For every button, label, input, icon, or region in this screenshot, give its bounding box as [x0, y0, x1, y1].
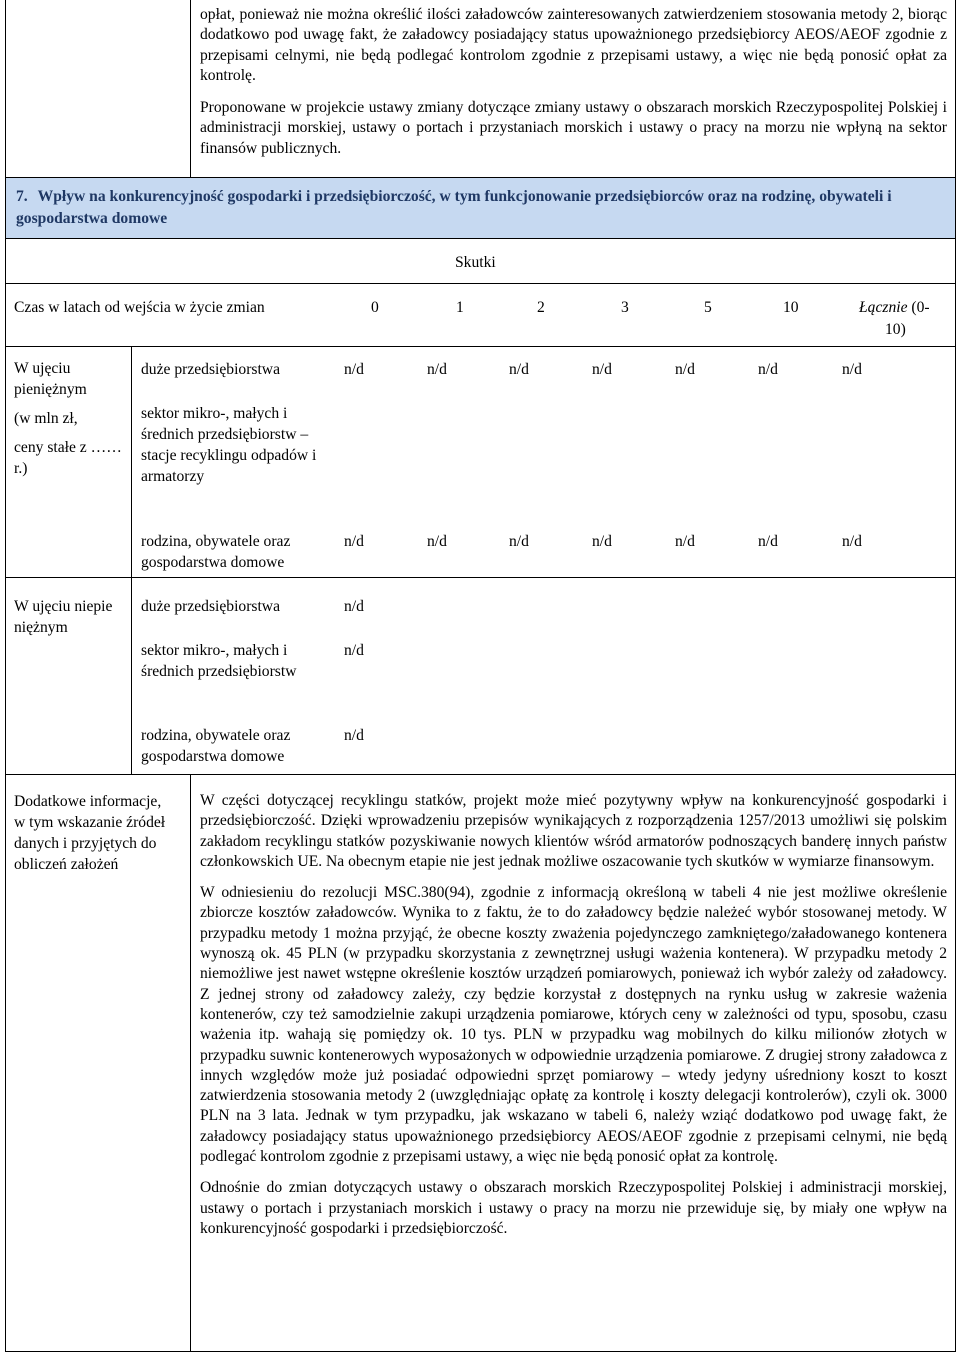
nonmonetary-label: W ujęciu niepieniężnym — [14, 598, 113, 636]
top-para-1: opłat, ponieważ nie można określić ilości załadowców zainteresowanych zatwierdzeniem stosowania metody 2, biorąc dodatkowo pod uwagę fakt, że załadowcy posiadający status upoważnionego przedsiębiorcy AEOS/AEOF zgodnie z przepisami celnymi, nie będą podlegać kontrolom zgodnie z przepisami ustawy, a więc nie będą ponosić opłat za kontrolę. — [200, 6, 947, 84]
year-3: 3 — [621, 299, 629, 316]
row-label-households: rodzina, obywatele oraz gospodarstwa domowe — [141, 727, 291, 765]
cell-nd: n/d — [675, 361, 695, 378]
total-range-b: 10) — [885, 321, 906, 338]
skutki-label: Skutki — [455, 254, 496, 271]
cell-nd: n/d — [344, 598, 364, 615]
row-label-sme: sektor mikro-, małych i średnich przedsiębiorstw – stacje recyklingu odpadów i armatorzy — [141, 405, 317, 485]
additional-info-text-cell — [190, 774, 956, 1352]
monetary-label-cell — [5, 346, 132, 578]
section-number: 7. — [16, 188, 28, 205]
cell-nd: n/d — [842, 533, 862, 550]
top-section-left-cell — [5, 0, 191, 178]
nonmonetary-label-cell — [5, 577, 132, 775]
cell-nd: n/d — [592, 533, 612, 550]
year-2: 2 — [537, 299, 545, 316]
cell-nd: n/d — [427, 533, 447, 550]
monetary-rows-cell — [131, 346, 956, 578]
cell-nd: n/d — [758, 533, 778, 550]
additional-info-label-cell — [5, 774, 191, 1352]
cell-nd: n/d — [344, 533, 364, 550]
skutki-row — [5, 238, 956, 284]
cell-nd: n/d — [344, 361, 364, 378]
top-section-cell — [190, 0, 956, 178]
cell-nd: n/d — [592, 361, 612, 378]
row-label-large: duże przedsiębiorstwa — [141, 598, 280, 615]
time-label: Czas w latach od wejścia w życie zmian — [14, 299, 265, 316]
total-label — [859, 297, 930, 318]
cell-nd: n/d — [842, 361, 862, 378]
row-label-sme: sektor mikro-, małych i średnich przedsiębiorstw — [141, 642, 297, 680]
cell-nd: n/d — [427, 361, 447, 378]
time-header-row — [5, 283, 956, 347]
year-5: 5 — [704, 299, 712, 316]
monetary-prices: ceny stałe z …… r.) — [14, 439, 122, 477]
cell-nd: n/d — [675, 533, 695, 550]
section-title: Wpływ na konkurencyjność gospodarki i przedsiębiorczość, w tym funkcjonowanie przedsiębiorców oraz na rodzinę, obywateli i gospodarstwa domowe — [16, 188, 892, 227]
section-7-header — [5, 177, 956, 239]
nonmonetary-rows-cell — [131, 577, 956, 775]
year-1: 1 — [456, 299, 464, 316]
total-label-text: Łącznie — [859, 299, 908, 316]
year-0: 0 — [371, 299, 379, 316]
cell-nd: n/d — [344, 642, 364, 659]
additional-para-1: W części dotyczącej recyklingu statków, projekt może mieć pozytywny wpływ na konkurencyjność gospodarki i przedsiębiorczość. Dzięki wprowadzeniu przepisów wynikających z rozporządzenia 1257/2013 umożliwi się polskim zakładom recyklingu statków pozyskiwanie nowych klientów wśród armatorów podnoszących banderę innych państw członkowskich UE. Na obecnym etapie nie jest jednak możliwe oszacowanie tych skutków w wymiarze finansowym. — [200, 792, 947, 870]
additional-para-3: Odnośnie do zmian dotyczących ustawy o obszarach morskich Rzeczypospolitej Polskiej i administracji morskiej, ustawy o portach i przystaniach morskich i ustawy o pracy na morzu nie przewiduje się, by miały one wpływ na konkurencyjność gospodarki i przedsiębiorczość. — [200, 1179, 947, 1237]
monetary-unit: (w mln zł, — [14, 410, 78, 427]
year-10: 10 — [783, 299, 799, 316]
monetary-label: W ujęciu pieniężnym — [14, 360, 87, 398]
cell-nd: n/d — [509, 533, 529, 550]
row-label-households: rodzina, obywatele oraz gospodarstwa domowe — [141, 533, 291, 571]
cell-nd: n/d — [344, 727, 364, 744]
total-range-a: (0- — [911, 299, 930, 316]
additional-info-label: Dodatkowe informacje, w tym wskazanie źródeł danych i przyjętych do obliczeń założeń — [14, 793, 166, 873]
cell-nd: n/d — [509, 361, 529, 378]
row-label-large: duże przedsiębiorstwa — [141, 361, 280, 378]
top-para-2: Proponowane w projekcie ustawy zmiany dotyczące zmiany ustawy o obszarach morskich Rzeczypospolitej Polskiej i administracji morskiej, ustawy o portach i przystaniach morskich i ustawy o pracy na morzu nie wpłyną na sektor finansów publicznych. — [200, 99, 947, 157]
additional-para-2: W odniesieniu do rezolucji MSC.380(94), zgodnie z informacją określoną w tabeli 4 nie jest możliwe określenie zbiorcze kosztów załadowców. Wynika to z faktu, że to do załadowcy będzie należeć wybór stosowanej metody. W przypadku metody 1 można przyjąć, że obecne koszty zważenia pojedynczego zamkniętego/załadowanego kontenera wynoszą ok. 45 PLN (w przypadku skorzystania z zewnętrznej usługi ważenia kontenera). W przypadku metody 2 niemożliwe jest nawet wstępne określenie kosztów urządzeń pomiarowych, ponieważ ich wybór zależy od załadowcy. Z jednej strony od załadowcy zależy, czy będzie korzystał z dostępnych na rynku usług w zakresie ważenia kontenerów, czy też samodzielnie zakupi urządzenia pomiarowe, których ceny w zależności od typu, sposobu, czasu ważenia itp. wahają się pomiędzy ok. 10 tys. PLN w przypadku wag mobilnych do kilku milionów złotych w przypadku suwnic kontenerowych wyposażonych w odpowiednie urządzenia pomiarowe. Z drugiej strony załadowca z innych względów może już posiadać odpowiedni sprzęt pomiarowy – wtedy jedyny uśredniony koszt to koszt zatwierdzenia stosowania metody 2 (uwzględniając opłatę za kontrolę i koszty delegacji kontrolerów), czyli ok. 3000 PLN na 3 lata. Jednak w tym przypadku, jak wskazano w tabeli 6, należy wziąć dodatkowo pod uwagę fakt, że załadowcy posiadający status upoważnionego przedsiębiorcy AEOS/AEOF zgodnie z przepisami celnymi, nie będą podlegać kontrolom zgodnie z przepisami ustawy, a więc nie będą ponosić opłat za kontrolę. — [200, 884, 947, 1166]
cell-nd: n/d — [758, 361, 778, 378]
